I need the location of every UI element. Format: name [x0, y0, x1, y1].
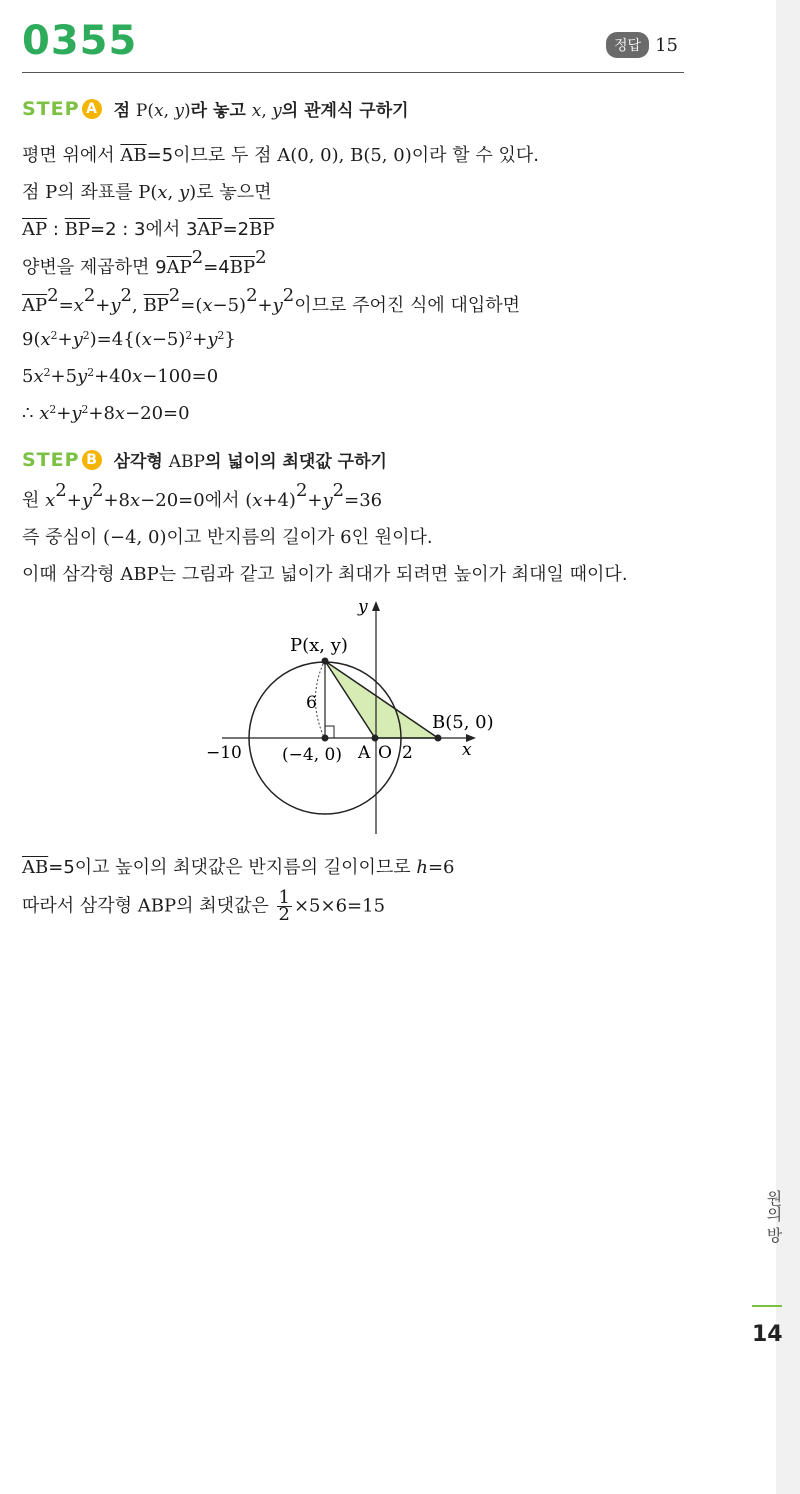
- label-o: O: [378, 743, 392, 763]
- step-b-badge: B: [82, 450, 102, 470]
- label-p: P(x, y): [290, 635, 348, 656]
- circle-triangle-diagram: [200, 598, 510, 838]
- step-b-label: STEP: [22, 448, 80, 471]
- problem-header: [22, 18, 684, 73]
- answer-box: [606, 32, 678, 58]
- step-b-line-2: 즉 중심이 (−4, 0)이고 반지름의 길이가 6인 원이다.: [22, 527, 433, 548]
- step-b-line-3: 이때 삼각형 ABP는 그림과 같고 넓이가 최대가 되려면 높이가 최대일 때이다.: [22, 564, 628, 585]
- point-center: [322, 735, 329, 742]
- label-y: y: [358, 598, 368, 617]
- fraction-half: $\frac{1}{2}$: [278, 887, 290, 925]
- label-b: B(5, 0): [432, 712, 494, 733]
- conclusion-line-2: 따라서 삼각형 ABP의 최댓값은 $\frac{1}{2}$ ×5×6=15: [22, 887, 386, 925]
- step-a-line-1: 평면 위에서 $\overline{AB}=5$이므로 두 점 A(0, 0), B(5, 0)이라 할 수 있다.: [22, 145, 539, 166]
- step-a-line-8: ∴ $x^2+y^2+8x-20=0$: [22, 403, 190, 424]
- step-a-heading: [22, 96, 409, 121]
- answer-badge: 정답: [606, 32, 649, 58]
- point-p: [322, 658, 329, 665]
- step-b-title: 삼각형 ABP의 넓이의 최댓값 구하기: [113, 452, 387, 472]
- step-a-line-6: $9(x^2+y^2)=4\{(x-5)^2+y^2\}$: [22, 329, 236, 350]
- step-a-line-2: 점 P의 좌표를 P(x, y)로 놓으면: [22, 182, 272, 203]
- step-a-badge: A: [82, 99, 102, 119]
- side-chapter-label: 원의 방: [764, 1190, 783, 1244]
- answer-value: 15: [655, 34, 678, 56]
- label-x: x: [462, 740, 472, 760]
- step-a-label: STEP: [22, 97, 80, 120]
- step-a-title: 점 P(x, y)라 놓고 x, y의 관계식 구하기: [113, 101, 409, 121]
- label-minus-ten: −10: [206, 743, 242, 763]
- step-a-line-4: 양변을 제곱하면 $9\overline{AP}^2=4\overline{BP}^2$: [22, 247, 267, 278]
- problem-number: 0355: [22, 18, 138, 64]
- point-b: [435, 735, 442, 742]
- side-divider: [752, 1305, 782, 1307]
- label-radius: 6: [306, 693, 317, 713]
- step-a-line-7: $5x^2+5y^2+40x-100=0$: [22, 366, 219, 387]
- conclusion-line-1: $\overline{AB}=5$이고 높이의 최댓값은 반지름의 길이이므로 h=6: [22, 857, 455, 878]
- step-b-heading: [22, 447, 387, 472]
- step-b-line-1: 원 $x^2+y^2+8x-20=0$에서 $(x+4)^2+y^2=36$: [22, 480, 383, 511]
- triangle-abp: [325, 661, 438, 738]
- page-edge-shadow: [776, 0, 800, 1494]
- y-axis-arrow: [372, 601, 380, 611]
- label-a: A: [358, 743, 371, 763]
- step-a-line-5: $\overline{AP}^2=x^2+y^2$, $\overline{BP}^2=(x-5)^2+y^2$이므로 주어진 식에 대입하면: [22, 285, 521, 316]
- label-center: (−4, 0): [282, 745, 342, 765]
- point-a: [372, 735, 379, 742]
- page-number: 14: [752, 1322, 783, 1347]
- label-two: 2: [402, 743, 413, 763]
- step-a-line-3: $\overline{AP}$ : $\overline{BP}=2$ : 3에서 $3\overline{AP}=2\overline{BP}$: [22, 219, 275, 240]
